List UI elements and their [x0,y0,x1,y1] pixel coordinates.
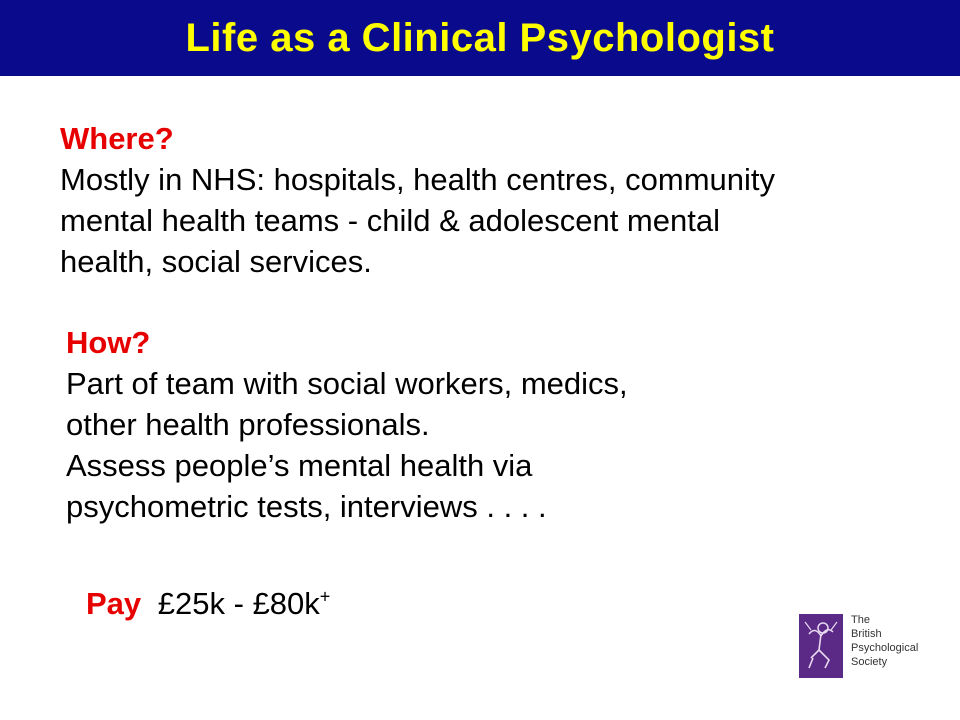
bps-logo-text [851,613,918,669]
logo-line: British [851,628,882,640]
where-line: health, social services. [60,244,372,279]
where-heading: Where? [60,121,174,156]
where-line: mental health teams - child & adolescent mental [60,203,720,238]
logo-line: Psychological [851,642,919,654]
where-section [60,118,940,282]
psyche-figure-icon [799,614,843,678]
logo-line: The [851,614,870,626]
page-title: Life as a Clinical Psychologist [185,15,775,60]
pay-value: £25k - £80k [157,586,320,621]
bps-logo [799,611,939,681]
logo-line: Society [851,656,888,668]
how-line: other health professionals. [66,407,430,442]
pay-section [86,583,330,624]
how-section [66,322,786,527]
bps-logo-icon [799,614,843,678]
how-line: psychometric tests, interviews . . . . [66,489,547,524]
title-bar [0,0,960,76]
how-line: Assess people’s mental health via [66,448,533,483]
pay-label: Pay [86,586,142,621]
where-line: Mostly in NHS: hospitals, health centres, community [60,162,775,197]
how-heading: How? [66,325,151,360]
pay-superscript: + [319,586,331,607]
how-line: Part of team with social workers, medics, [66,366,628,401]
